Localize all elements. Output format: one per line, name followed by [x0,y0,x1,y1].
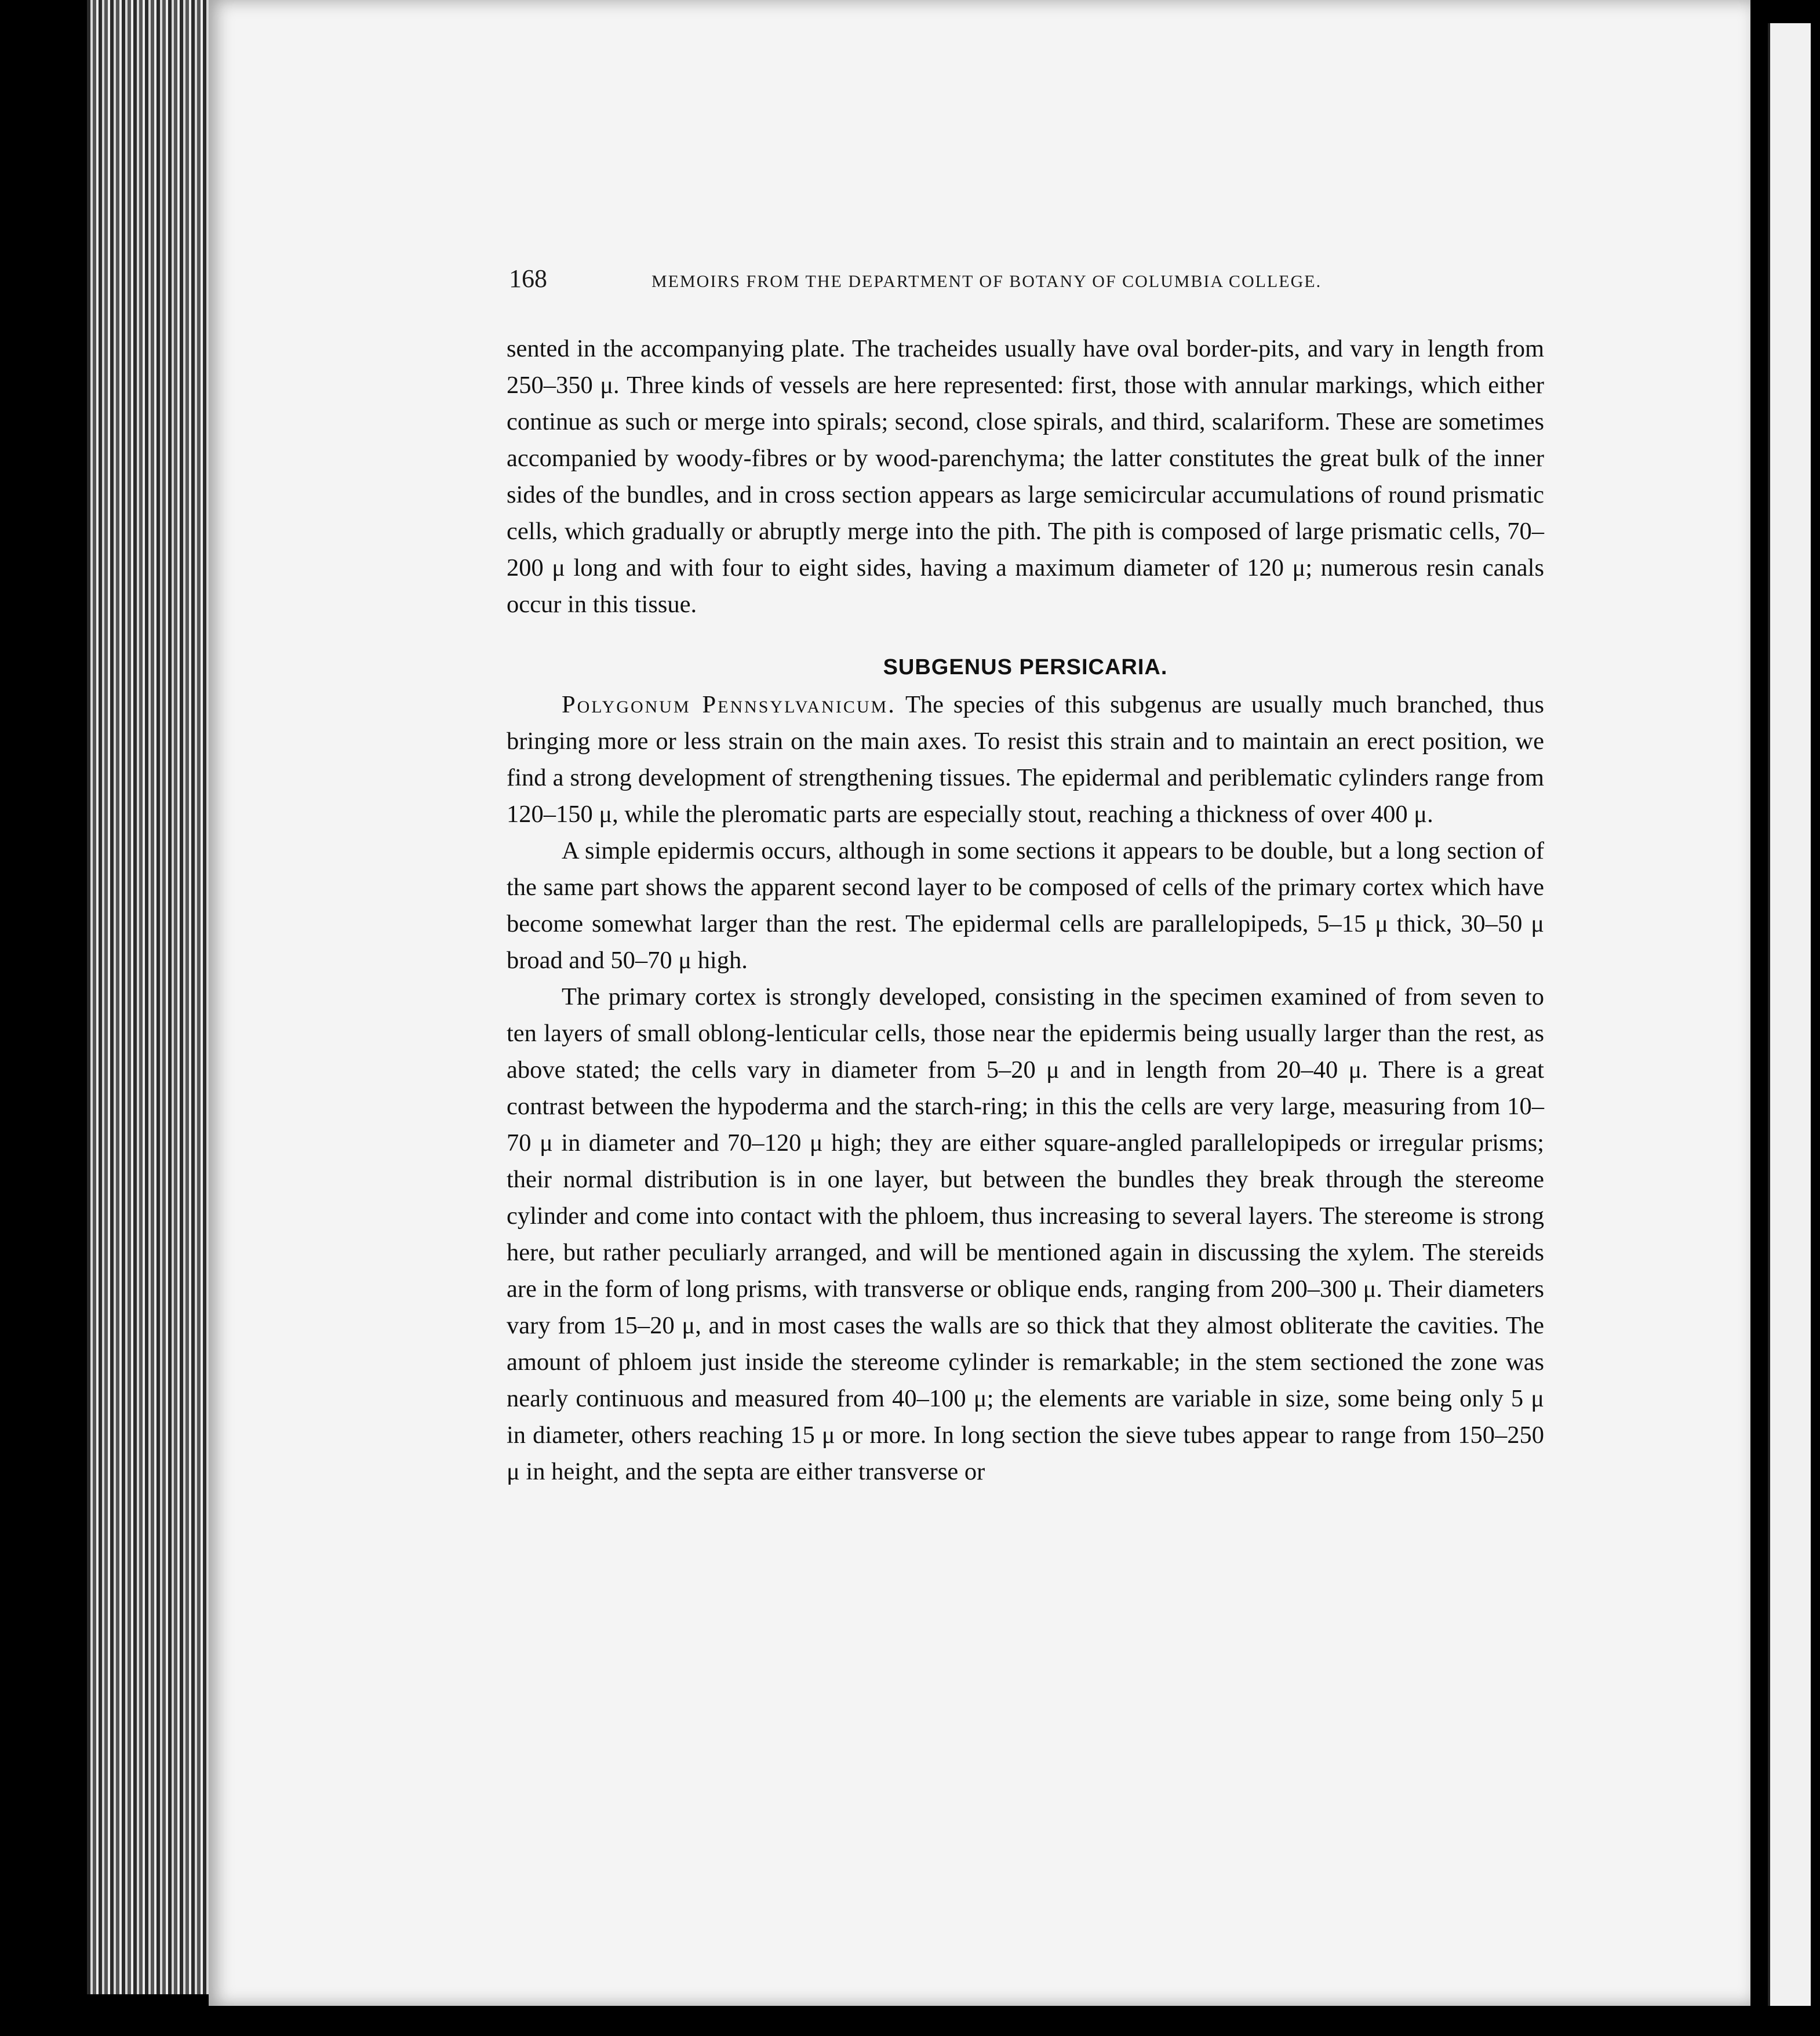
paragraph-polygonum [507,686,1544,832]
paragraph-continued: sented in the accompanying plate. The tracheides usually have oval border-pits, and vary in length from 250–350 μ. Three kinds of vessels are here represented: first, those with annular markings, which either continue as such or merge into spirals; second, close spirals, and third, scalariform. These are sometimes accompanied by woody-fibres or by wood-parenchyma; the latter constitutes the great bulk of the inner sides of the bundles, and in cross section appears as large semicircular accumulations of round prismatic cells, which gradually or abruptly merge into the pith. The pith is composed of large prismatic cells, 70–200 μ long and with four to eight sides, having a maximum diameter of 120 μ; numerous resin canals occur in this tissue. [507,335,1544,618]
running-head: MEMOIRS FROM THE DEPARTMENT OF BOTANY OF COLUMBIA COLLEGE. [651,272,1322,291]
facing-page-edge [1768,23,1811,2006]
page-number: 168 [509,264,547,293]
section-heading: SUBGENUS PERSICARIA. [883,655,1168,679]
page-body [507,330,1544,1490]
paragraph-primary-cortex: The primary cortex is strongly developed, consisting in the specimen examined of from seven to ten layers of small oblong-lenticular cells, those near the epidermis being usually larger than the rest, as above stated; the cells vary in diameter from 5–20 μ and in length from 20–40 μ. There is a great contrast between the hypoderma and the starch-ring; in this the cells are very large, measuring from 10–70 μ in diameter and 70–120 μ high; they are either square-angled parallelopipeds or irregular prisms; their normal distribution is in one layer, but between the bundles they break through the stereome cylinder and come into contact with the phloem, thus increasing to several layers. The stereome is strong here, but rather peculiarly arranged, and will be mentioned again in discussing the xylem. The stereids are in the form of long prisms, with transverse or oblique ends, ranging from 200–300 μ. Their diameters vary from 15–20 μ, and in most cases the walls are so thick that they almost obliterate the cavities. The amount of phloem just inside the stereome cylinder is remarkable; in the stem sectioned the zone was nearly continuous and measured from 40–100 μ; the elements are variable in size, some being only 5 μ in diameter, others reaching 15 μ or more. In long section the sieve tubes appear to range from 150–250 μ in height, and the septa are either transverse or [507,983,1544,1485]
species-name: Polygonum Pennsylvanicum. [562,691,896,718]
paragraph-polygonum-text: The species of this subgenus are usually much branched, thus bringing more or less strain on the main axes. To resist this strain and to maintain an erect position, we find a strong development of strengthening tissues. The epidermal and periblematic cylinders range from 120–150 μ, while the pleromatic parts are especially stout, reaching a thickness of over 400 μ. [507,691,1544,828]
page-header [509,264,1396,293]
paragraph-epidermis: A simple epidermis occurs, although in some sections it appears to be double, but a long section of the same part shows the apparent second layer to be composed of cells of the primary cortex which have become somewhat larger than the rest. The epidermal cells are parallelopipeds, 5–15 μ thick, 30–50 μ broad and 50–70 μ high. [507,837,1544,974]
